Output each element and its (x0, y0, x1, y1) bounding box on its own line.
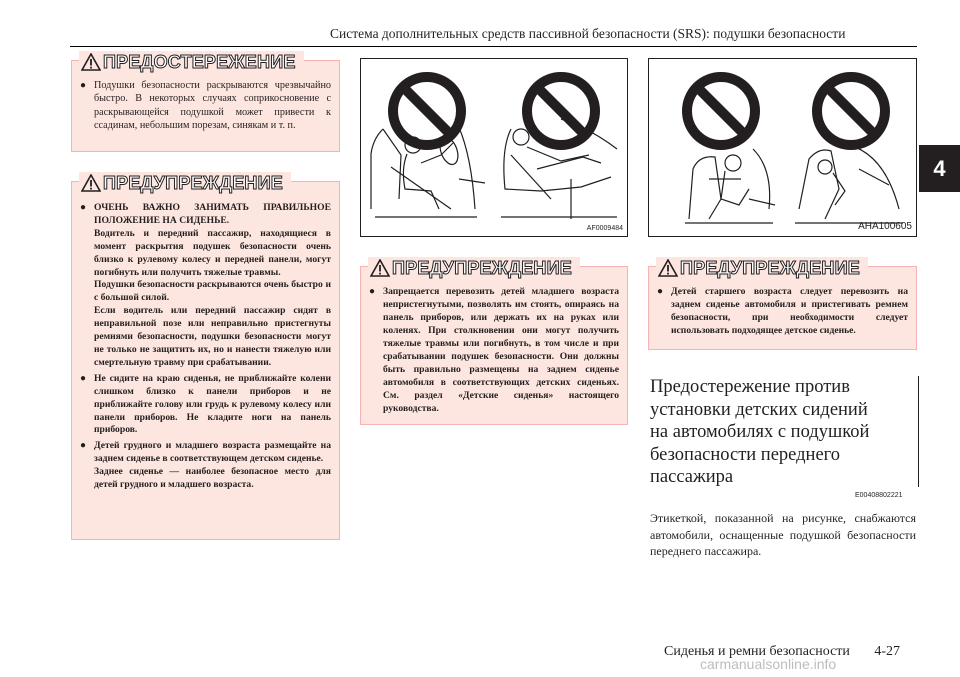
heading-line: пассажира (650, 467, 734, 487)
heading-line: Предостережение против (650, 377, 850, 397)
prohibition-sign-right (817, 77, 885, 145)
caution-body (80, 79, 331, 136)
warning-line: ● Не сидите на краю сиденья, не приближайте колени слишком близко к панели приборов и не приближайте голову или грудь к рулевому колесу или панели приборов. Не кладите ноги на панель приборов. (94, 372, 331, 436)
prohibition-sign-left (393, 77, 461, 145)
running-header: Система дополнительных средств пассивной безопасности (SRS): подушки безопасности (330, 26, 846, 41)
illustration-child-front-seat (648, 58, 917, 237)
warning-box-left (71, 172, 340, 540)
section-body: Этикеткой, показанной на рисунке, снабжаются автомобили, оснащенные подушкой безопасности переднего пассажира. (650, 511, 916, 558)
warning-header-mid (368, 257, 580, 279)
warning-triangle-icon (370, 259, 390, 277)
warning-item (80, 373, 331, 438)
warning-triangle-icon (81, 53, 101, 71)
warning-line: Водитель и передний пассажир, находящиеся в момент раскрытия подушек безопасности очень близко к рулевому колесу и передней панели, могут погибнуть или получить тяжелые травмы. (94, 227, 331, 278)
warning-label-right: ПРЕДУПРЕЖДЕНИЕ (680, 257, 860, 278)
caution-header (79, 51, 304, 73)
warning-line: Заднее сиденье — наиболее безопасное место для детей грудного и младшего возраста. (94, 466, 331, 491)
warning-item (369, 285, 619, 415)
warning-item (80, 440, 331, 492)
prohibition-child-front-seat-icon (649, 59, 916, 236)
warning-triangle-icon (81, 174, 101, 192)
page-footer: Сиденья и ремни безопасности 4-27 (664, 644, 901, 659)
watermark: carmanualsonline.info (700, 656, 837, 672)
warning-body-right (657, 285, 908, 340)
section-heading (647, 376, 919, 487)
warning-line: ● Детей грудного и младшего возраста размещайте на заднем сиденье в соответствующем детском сиденье. (94, 440, 331, 465)
illustration-code: AHA100605 (858, 221, 912, 232)
prohibition-sign-left (687, 77, 755, 145)
heading-line: установки детских сидений (650, 399, 868, 420)
illustration-code: AF0009484 (586, 225, 623, 232)
warning-line: ● Детей старшего возраста следует перевозить на заднем сиденье автомобиля и пристегивать ремнем безопасности, при необходимости следует использовать подходящее детское сиденье. (671, 286, 908, 336)
warning-item (80, 202, 331, 370)
section-code: E00408802221 (855, 492, 903, 499)
header-rule (70, 46, 917, 47)
warning-body-left (80, 202, 331, 495)
warning-line: Подушки безопасности раскрываются очень быстро и с большой силой. (94, 279, 331, 304)
warning-box-right (648, 257, 917, 350)
warning-body-mid (369, 285, 619, 418)
heading-line: на автомобилях с подушкой (650, 422, 870, 442)
heading-line: безопасности переднего (650, 444, 841, 465)
prohibition-adult-positions-icon (361, 59, 627, 236)
warning-triangle-icon (658, 259, 678, 277)
caution-label: ПРЕДОСТЕРЕЖЕНИЕ (103, 51, 296, 72)
caution-box (71, 51, 340, 152)
warning-box-mid (360, 257, 628, 425)
prohibition-sign-right (527, 77, 595, 145)
warning-line: Если водитель или передний пассажир сидят в неправильной позе или неправильно пристегнуты ремнями безопасности, подушки безопасности могут не только не защитить их, но и нанести тяжелую или смертельную травму при срабатывании. (94, 305, 331, 368)
warning-header-left (79, 172, 291, 194)
illustration-adult-positions (360, 58, 628, 237)
caution-item (80, 79, 331, 133)
chapter-tab: 4 (919, 145, 960, 192)
caution-item-text: ● Подушки безопасности раскрываются чрезвычайно быстро. В некоторых случаях соприкосновение с раскрывающейся подушкой может привести к ссадинам, небольшим порезам, синякам и т. п. (94, 80, 331, 132)
warning-line: ● ОЧЕНЬ ВАЖНО ЗАНИМАТЬ ПРАВИЛЬНОЕ ПОЛОЖЕНИЕ НА СИДЕНЬЕ. (94, 202, 331, 226)
warning-label-mid: ПРЕДУПРЕЖДЕНИЕ (392, 257, 572, 278)
warning-label-left: ПРЕДУПРЕЖДЕНИЕ (103, 172, 283, 193)
warning-line: ● Запрещается перевозить детей младшего возраста непристегнутыми, позволять им стоять, опираясь на панель приборов, или держать их на руках или коленях. При столкновении они могут получить тяжелые травмы или погибнуть, в том числе и при срабатывании подушек безопасности. Они должны быть правильно размещены на заднем сиденье автомобиля в соответствующих детских сиденьях. См. раздел «Детские сиденья» настоящего руководства. (383, 286, 619, 414)
warning-header-right (656, 257, 868, 279)
warning-item (657, 285, 908, 337)
